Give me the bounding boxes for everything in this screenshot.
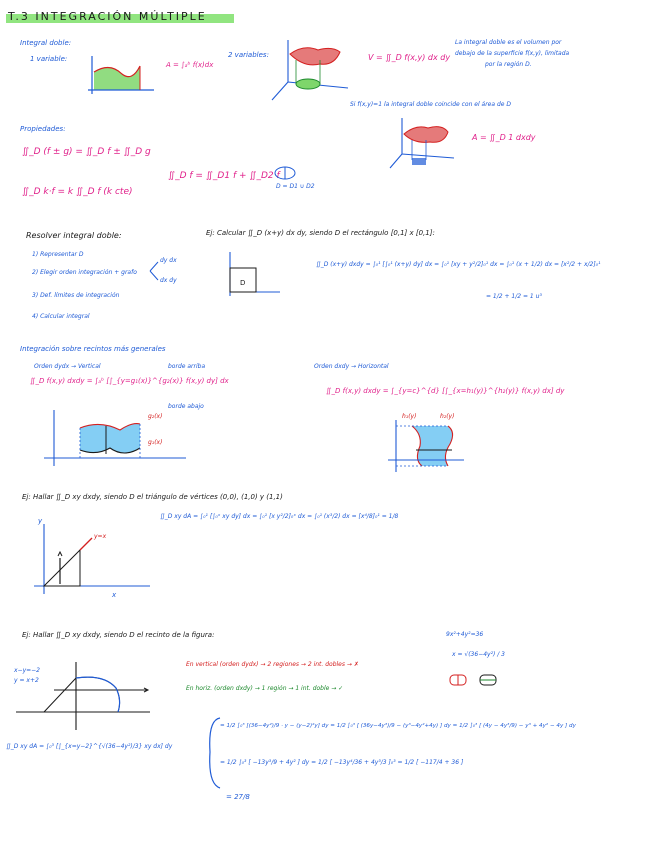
g1-label: g₁(x) bbox=[148, 439, 163, 446]
solve-heading: Resolver integral doble: bbox=[26, 231, 122, 240]
vertical-note: En vertical (orden dydx) → 2 regiones → 2 int. dobles → ✗ bbox=[186, 661, 359, 668]
example3-line-1: = 1/2 ∫₀³ [(36−4y²)/9 · y − (y−2)²y] dy = 1/2 ∫₀³ [ (36y−4y³)/9 − (y³−4y²+4y) ] dy = 1/2 ∫₀³ [ (4y − 4y³/9) − y³ + 4y² − 4y ] dy bbox=[220, 723, 576, 729]
example3-result: = 27/8 bbox=[226, 793, 250, 801]
dxdy-region-graph bbox=[386, 420, 466, 474]
two-var-graph bbox=[268, 36, 352, 106]
property-3: ∬_D f = ∬_D1 f + ∬_D2 f bbox=[168, 171, 280, 181]
example2-solution: ∬_D xy dA = ∫₀¹ [∫₀ˣ xy dy] dx = ∫₀¹ [x y²/2]₀ˣ dx = ∫₀¹ (x³/2) dx = [x⁴/8]₀¹ = 1/8 bbox=[160, 513, 399, 520]
solve-step-1: 1) Representar D bbox=[32, 251, 84, 258]
example1-solution: ∬_D (x+y) dxdy = ∫₀¹ [∫₀¹ (x+y) dy] dx = ∫₀¹ [xy + y²/2]₀¹ dx = ∫₀¹ (x + 1/2) dx = [x²/2 + x/2]₀¹ bbox=[316, 261, 601, 268]
line-equation-1: x−y=−2 bbox=[14, 667, 41, 674]
bottom-curve-label: borde abajo bbox=[168, 403, 204, 410]
example1-d-label: D bbox=[240, 279, 246, 287]
one-var-label: 1 variable: bbox=[30, 55, 68, 63]
horizontal-note: En horiz. (orden dxdy) → 1 región → 1 int. doble → ✓ bbox=[186, 685, 344, 692]
dxdy-formula: ∬_D f(x,y) dxdy = ∫_{y=c}^{d} [∫_{x=h₁(y)}^{h₂(y)} f(x,y) dx] dy bbox=[326, 387, 565, 395]
property-1: ∬_D (f ± g) = ∬_D f ± ∬_D g bbox=[22, 147, 151, 157]
dydx-label: Orden dydx → Vertical bbox=[34, 363, 101, 370]
example1-statement: Ej: Calcular ∬_D (x+y) dx dy, siendo D el rectángulo [0,1] x [0,1]: bbox=[206, 229, 435, 237]
area-formula: A = ∬_D 1 dxdy bbox=[472, 133, 536, 142]
h1-label: h₁(y) bbox=[402, 413, 417, 420]
area-note: Si f(x,y)=1 la integral doble coincide con el área de D bbox=[350, 101, 511, 108]
page-title: T.3 INTEGRACIÓN MÚLTIPLE bbox=[8, 10, 207, 23]
example3-statement: Ej: Hallar ∬_D xy dxdy, siendo D el recinto de la figura: bbox=[22, 631, 215, 639]
example2-axis-y: y bbox=[38, 517, 43, 525]
split-region-icon bbox=[274, 166, 296, 180]
curve-solved: x = √(36−4y²) / 3 bbox=[452, 651, 505, 658]
example1-rectangle-graph bbox=[222, 250, 284, 302]
two-var-label: 2 variables: bbox=[228, 51, 269, 59]
top-curve-label: borde arriba bbox=[168, 363, 206, 370]
properties-heading: Propiedades: bbox=[20, 125, 66, 133]
volume-note-2: debajo de la superficie f(x,y), limitada bbox=[455, 50, 570, 57]
h2-label: h₂(y) bbox=[440, 413, 455, 420]
property-3-note: D = D1 ∪ D2 bbox=[276, 183, 315, 190]
one-var-formula: A = ∫ₐᵇ f(x)dx bbox=[166, 61, 214, 69]
dxdy-label: Orden dxdy → Horizontal bbox=[314, 363, 389, 370]
example3-setup: ∬_D xy dA = ∫₀³ [∫_{x=y−2}^{√(36−4y²)/3} xy dx] dy bbox=[6, 743, 173, 750]
line-equation-2: y = x+2 bbox=[14, 677, 39, 684]
region-options-icons bbox=[448, 672, 504, 688]
volume-note-3: por la región D. bbox=[485, 61, 532, 68]
example2-statement: Ej: Hallar ∬_D xy dxdy, siendo D el triángulo de vértices (0,0), (1,0) y (1,1) bbox=[22, 493, 283, 501]
example1-result: = 1/2 + 1/2 = 1 u³ bbox=[486, 293, 542, 300]
solve-step-3: 3) Def. límites de integración bbox=[32, 292, 120, 299]
order-dxdy: dx dy bbox=[160, 277, 177, 284]
g2-label: g₂(x) bbox=[148, 413, 163, 420]
intro-heading: Integral doble: bbox=[20, 39, 72, 47]
one-var-graph bbox=[80, 52, 160, 100]
volume-note-1: La integral doble es el volumen por bbox=[455, 39, 562, 46]
area-graph bbox=[388, 114, 458, 174]
solve-step-4: 4) Calcular integral bbox=[32, 313, 90, 320]
dydx-formula: ∬_D f(x,y) dxdy = ∫ₐᵇ [∫_{y=g₁(x)}^{g₂(x)} f(x,y) dy] dx bbox=[30, 377, 229, 385]
example3-line-2: = 1/2 ∫₀³ [ −13y³/9 + 4y² ] dy = 1/2 [ −13y⁴/36 + 4y³/3 ]₀³ = 1/2 [ −117/4 + 36 ] bbox=[220, 759, 464, 766]
example3-region-graph bbox=[14, 660, 154, 732]
order-dydx: dy dx bbox=[160, 257, 177, 264]
general-heading: Integración sobre recintos más generales bbox=[20, 345, 166, 353]
solve-step-2: 2) Elegir orden integración + grafo bbox=[32, 269, 137, 276]
property-2: ∬_D k·f = k ∬_D f (k cte) bbox=[22, 187, 133, 197]
example2-axis-x: x bbox=[112, 591, 117, 599]
example2-line-label: y=x bbox=[94, 533, 107, 540]
dydx-region-graph bbox=[40, 408, 190, 470]
curve-equation: 9x²+4y²=36 bbox=[446, 631, 484, 638]
two-var-formula: V = ∬_D f(x,y) dx dy bbox=[368, 53, 451, 62]
